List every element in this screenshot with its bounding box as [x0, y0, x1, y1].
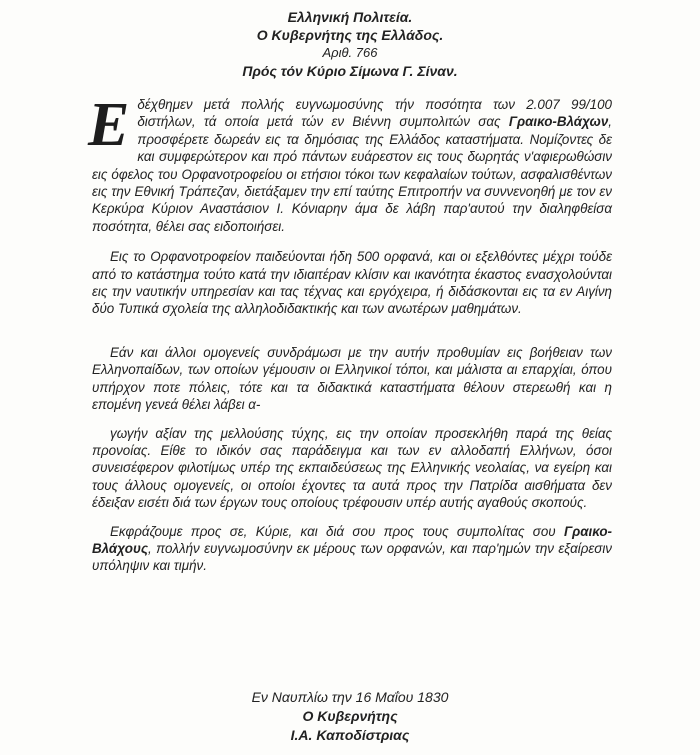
drop-cap: Ε: [88, 91, 130, 159]
paragraph-4: γωγήν αξίαν της μελλούσης τύχης, εις την οποίαν προσεκλήθη παρά της θείας προνοίας. Είθε το ιδικόν σας παράδειγμα και των εν αλλοδαπή Ελλήνων, όσοι συνεισέφερον φιλοτίμως υπέρ της εκπαιδεύσεως της Ελληνικής νεολαίας, να εγείρη και τους άλλους ομογενείς, οι οποίοι έχοντες τα αυτά προς την Πατρίδα αισθήματα δεν έδειξαν εισέτι διά των έργων τους οποίους τρέφουσιν υπέρ αυτής αγαθούς σκοπούς.: [92, 425, 612, 511]
signer-name: Ι.Α. Καποδίστριας: [290, 727, 410, 743]
paragraph-5: [92, 523, 612, 575]
governor-heading: Ο Κυβερνήτης της Ελλάδος.: [256, 27, 444, 43]
document-number: Αριθ. 766: [322, 45, 378, 60]
paragraph-5-text-a: Εκφράζουμε προς σε, Κύριε, και διά σου προς τους συμπολίτας σου: [110, 523, 564, 539]
letter-body: [88, 91, 612, 575]
paragraph-1-emphasis: Γραικο-Βλάχων: [508, 114, 609, 130]
signature-block: [0, 688, 700, 745]
addressee-line: Πρός τόν Κύριο Σίμωνα Γ. Σίναν.: [242, 63, 458, 79]
paragraph-1-text-b: , προσφέρετε δωρεάν εις τα δημόσιας της Ελλάδος καταστήματα. Νομίζοντες δε και συμφερώτερον και πρό πάντων ευάρεστον εις τους δωρητάς ν'αφιερωθώσιν εις όφελος του Ορφανοτροφείου οι ετήσιοι τόκοι των κεφαλαίων τούτων, ασφαλισθέντων εις την Εθνική Τράπεζαν, διετάξαμεν την επί ταύτης Επιτροπήν να συννενοηθή με τον εν Κερκύρα Κύριον Αναστάσιον Ι. Κόνιαρην άμα δε λάβη παρ'αυτού την διαληφθείσα ποσότητα, θέλει σας ειδοποιήσει.: [92, 114, 612, 234]
letter-header: [0, 8, 700, 80]
paragraph-3: Εάν και άλλοι ομογενείς συνδράμωσι με την αυτήν προθυμίαν εις βοήθειαν των Ελληνοπαίδων, των οποίων γέμουσιν οι Ελληνικοί τόποι, και μάλιστα αι επαρχίαι, όπου υπήρχον ποτε πόλεις, τότε και τα διδακτικά καταστήματα θέλουν στερεωθή και η επομένη γενεά θέλει λάβει α-: [92, 344, 612, 413]
paragraph-1-text-a: δέχθημεν μετά πολλής ευγνωμοσύνης τήν ποσότητα των 2.007 99/100 διστήλων, τά οποία μετά τών εν Βιέννη συμπολιτών σας: [137, 97, 612, 130]
state-heading: Ελληνική Πολιτεία.: [287, 9, 413, 25]
paragraph-1: [88, 91, 612, 235]
place-date: Εν Ναυπλίω την 16 Μαΐου 1830: [251, 689, 449, 705]
paragraph-2: Εις το Ορφανοτροφείον παιδεύονται ήδη 500 ορφανά, και οι εξελθόντες μέχρι τούδε από το κατάστημα τούτο κατά την ιδιαιτέραν κλίσιν και ικανότητα έκαστος ενασχολούνται εις την ναυτικήν υπηρεσίαν και τας τέχνας και εργόχειρα, ή διδάσκονται εις τα εν Αιγίνη δύο Τυπικά σχολεία της αλληλοδιδακτικής και των ανωτέρων μαθημάτων.: [92, 249, 612, 317]
signer-title: Ο Κυβερνήτης: [302, 708, 398, 724]
paragraph-5-emphasis: Γραικο-Βλάχους: [92, 523, 612, 556]
paragraph-5-text-b: , πολλήν ευγνωμοσύνην εκ μέρους των ορφανών, και παρ'ημών την εξαίρεσιν υπόληψιν και τιμήν.: [92, 540, 612, 574]
